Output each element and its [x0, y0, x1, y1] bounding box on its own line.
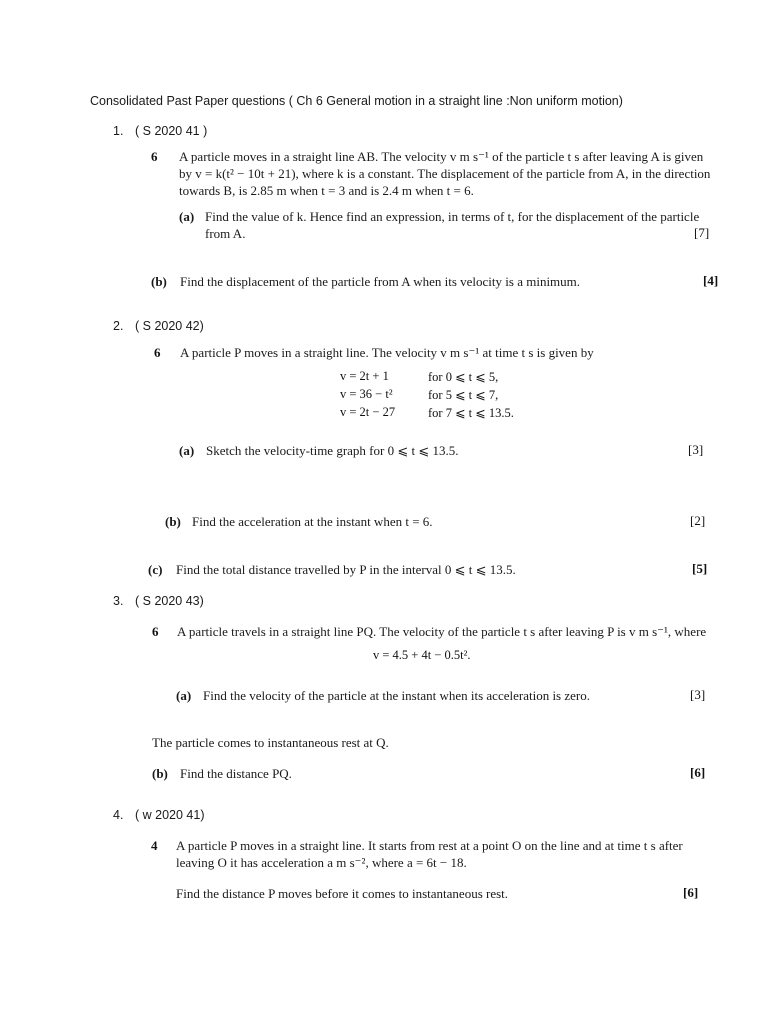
- question-2-paper-number: 6: [154, 345, 161, 360]
- question-3-equation: v = 4.5 + 4t − 0.5t².: [373, 648, 471, 662]
- question-2b-label: (b): [165, 514, 181, 529]
- question-4-stem-line-1: A particle P moves in a straight line. It starts from rest at a point O on the line and at time t s after: [176, 838, 683, 853]
- piecewise-eq-2: v = 36 − t²: [340, 387, 393, 401]
- question-1-paper-number: 6: [151, 149, 158, 164]
- question-3b-label: (b): [152, 766, 168, 781]
- question-2b-marks: [2]: [690, 513, 706, 528]
- question-4-source: ( w 2020 41): [135, 808, 205, 822]
- question-1-stem-line-2: by v = k(t² − 10t + 21), where k is a constant. The displacement of the particle from A, in the direction: [179, 166, 711, 181]
- question-1a-marks: [7]: [694, 225, 710, 240]
- question-4-marks: [6]: [683, 885, 699, 900]
- question-1b-text: Find the displacement of the particle from A when its velocity is a minimum.: [180, 274, 581, 289]
- question-2a-marks: [3]: [688, 442, 704, 457]
- question-2-source: ( S 2020 42): [135, 319, 204, 333]
- question-3-interlude: The particle comes to instantaneous rest at Q.: [152, 735, 389, 750]
- question-1-index: 1.: [113, 124, 124, 138]
- question-1-source: ( S 2020 41 ): [135, 124, 208, 138]
- piecewise-cond-2: for 5 ⩽ t ⩽ 7,: [428, 388, 499, 402]
- question-4-paper-number: 4: [151, 838, 158, 853]
- question-3a-label: (a): [176, 688, 192, 703]
- question-3a-marks: [3]: [690, 687, 706, 702]
- question-4-instruction: Find the distance P moves before it comes to instantaneous rest.: [176, 886, 509, 901]
- question-3b-marks: [6]: [690, 765, 706, 780]
- question-3-index: 3.: [113, 594, 124, 608]
- question-2c-text: Find the total distance travelled by P in the interval 0 ⩽ t ⩽ 13.5.: [176, 562, 516, 577]
- page-title: Consolidated Past Paper questions ( Ch 6 General motion in a straight line :Non uniform motion): [90, 94, 623, 108]
- question-4-stem: [176, 837, 721, 871]
- question-1-stem-line-1: A particle moves in a straight line AB. The velocity v m s⁻¹ of the particle t s after leaving A is given: [179, 149, 704, 164]
- question-3a-text: Find the velocity of the particle at the instant when its acceleration is zero.: [203, 688, 590, 703]
- question-1-stem: [179, 148, 739, 199]
- question-2-stem: A particle P moves in a straight line. The velocity v m s⁻¹ at time t s is given by: [180, 345, 594, 360]
- question-1b-marks: [4]: [703, 273, 719, 288]
- question-3b-text: Find the distance PQ.: [180, 766, 292, 781]
- question-2c-marks: [5]: [692, 561, 708, 576]
- question-2c-label: (c): [148, 562, 163, 577]
- piecewise-cond-3: for 7 ⩽ t ⩽ 13.5.: [428, 406, 514, 420]
- question-3-source: ( S 2020 43): [135, 594, 204, 608]
- question-1b-label: (b): [151, 274, 167, 289]
- piecewise-eq-1: v = 2t + 1: [340, 369, 389, 383]
- question-1a-text: Find the value of k. Hence find an expression, in terms of t, for the displacement of the particle from A.: [205, 209, 700, 241]
- question-1-stem-line-3: towards B, is 2.85 m when t = 3 and is 2.4 m when t = 6.: [179, 183, 474, 198]
- question-3-stem: A particle travels in a straight line PQ. The velocity of the particle t s after leaving P is v m s⁻¹, where: [177, 624, 707, 639]
- question-2-index: 2.: [113, 319, 124, 333]
- question-1a-label: (a): [179, 209, 195, 224]
- question-3-paper-number: 6: [152, 624, 159, 639]
- question-2a-text: Sketch the velocity-time graph for 0 ⩽ t ⩽ 13.5.: [206, 443, 459, 458]
- piecewise-eq-3: v = 2t − 27: [340, 405, 396, 419]
- question-4-index: 4.: [113, 808, 124, 822]
- question-2b-text: Find the acceleration at the instant when t = 6.: [192, 514, 433, 529]
- piecewise-cond-1: for 0 ⩽ t ⩽ 5,: [428, 370, 499, 384]
- question-2a-label: (a): [179, 443, 195, 458]
- question-4-stem-line-2: leaving O it has acceleration a m s⁻², where a = 6t − 18.: [176, 855, 467, 870]
